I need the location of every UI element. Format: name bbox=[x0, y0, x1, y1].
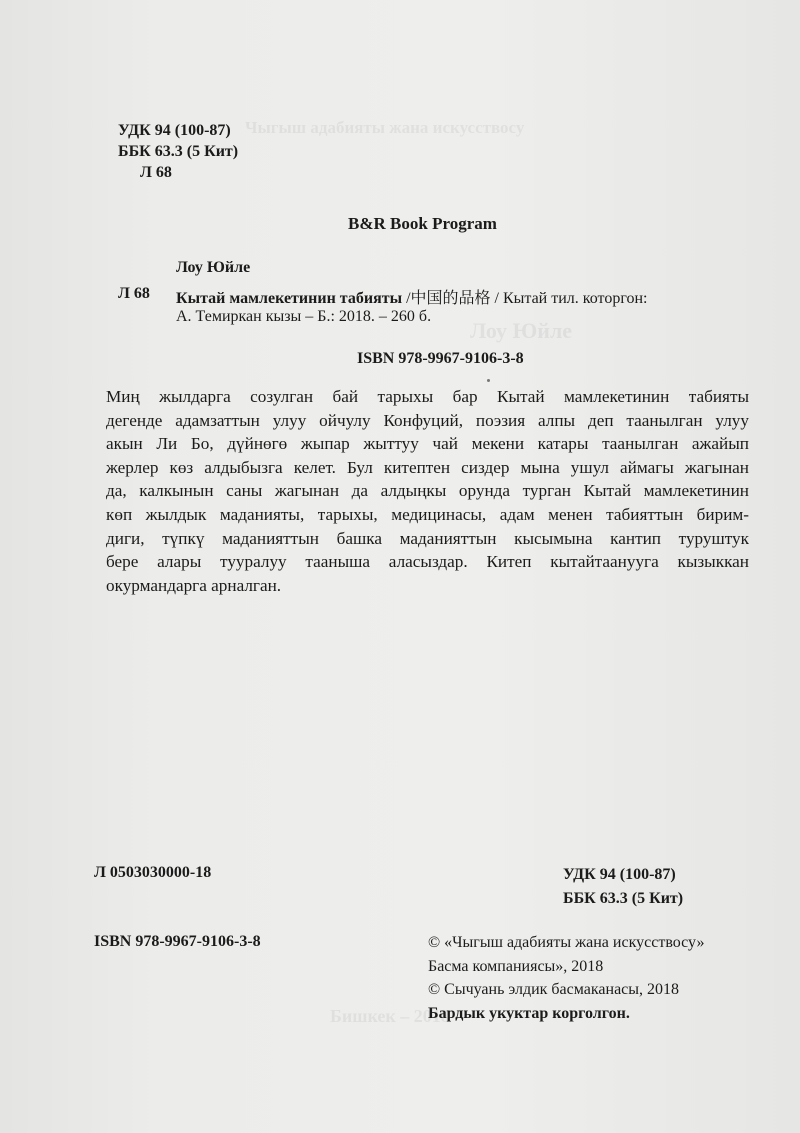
book-title: Кытай мамлекетинин табияты bbox=[176, 290, 403, 307]
classification-code: Л 0503030000-18 bbox=[94, 864, 212, 881]
catalog-block-top bbox=[118, 120, 238, 183]
isbn-top: ISBN 978-9967-9106-3-8 bbox=[357, 350, 524, 367]
show-through-text: Чыгыш адабияты жана искусствосу bbox=[245, 118, 525, 137]
entry-author-mark: Л 68 bbox=[118, 285, 150, 302]
catalog-block-bottom bbox=[563, 863, 683, 911]
udk-code: УДК 94 (100-87) bbox=[563, 866, 676, 883]
show-through-text: Бишкек – 2018 bbox=[330, 1006, 450, 1026]
annotation-line: дегенде адамзаттын улуу ойчулу Конфуций, поэзия алпы деп таанылган улуу bbox=[106, 410, 749, 430]
program-name: B&R Book Program bbox=[348, 214, 497, 233]
annotation-line: окурмандарга арналган. bbox=[106, 575, 282, 595]
show-through-text: Лоу Юйле bbox=[470, 318, 573, 343]
annotation-line: диги, түпкү маданияттын башка маданияттын кысымына кантип туруштук bbox=[106, 528, 749, 548]
annotation-line: бере алары тууралуу тааныша аласыздар. Китеп кытайтаанууга кызыккан bbox=[106, 552, 749, 572]
book-title-line bbox=[176, 285, 648, 308]
publication-details: А. Темиркан кызы – Б.: 2018. – 260 б. bbox=[176, 308, 432, 325]
original-title-translator: /中国的品格 / Кытай тил. которгон: bbox=[402, 290, 648, 307]
annotation-line: акын Ли Бо, дүйнөгө жыпар жыттуу чай мекени катары таанылган ажайып bbox=[106, 434, 749, 454]
bbk-code: ББК 63.3 (5 Кит) bbox=[118, 143, 239, 160]
copyright-block bbox=[428, 931, 704, 1025]
annotation-line: да, калкынын саны жагынан да алдыңкы орунда турган Кытай мамлекетинин bbox=[106, 481, 749, 501]
annotation-line: Миң жылдарга созулган бай тарыхы бар Кытай мамлекетинин табияты bbox=[106, 387, 749, 406]
isbn-bottom: ISBN 978-9967-9106-3-8 bbox=[94, 933, 261, 950]
annotation-paragraph bbox=[106, 385, 749, 597]
rights-reserved: Бардык укуктар корголгон. bbox=[428, 1004, 630, 1022]
bbk-code: ББК 63.3 (5 Кит) bbox=[563, 890, 684, 907]
annotation-line: көп жылдык маданияты, тарыхы, медицинасы, адам менен табияттын бирим- bbox=[106, 504, 749, 524]
author-mark: Л 68 bbox=[140, 164, 172, 181]
copyright-line: Басма компаниясы», 2018 bbox=[428, 957, 604, 975]
author-name: Лоу Юйле bbox=[176, 259, 251, 276]
copyright-line: © «Чыгыш адабияты жана искусствосу» bbox=[428, 934, 705, 951]
annotation-line: жерлер көз алдыбызга келет. Бул китептен сиздер мына ушул аймагы жагынан bbox=[106, 457, 749, 477]
copyright-line: © Сычуань элдик басмаканасы, 2018 bbox=[428, 981, 680, 998]
udk-code: УДК 94 (100-87) bbox=[118, 122, 231, 139]
print-speck bbox=[487, 379, 490, 382]
